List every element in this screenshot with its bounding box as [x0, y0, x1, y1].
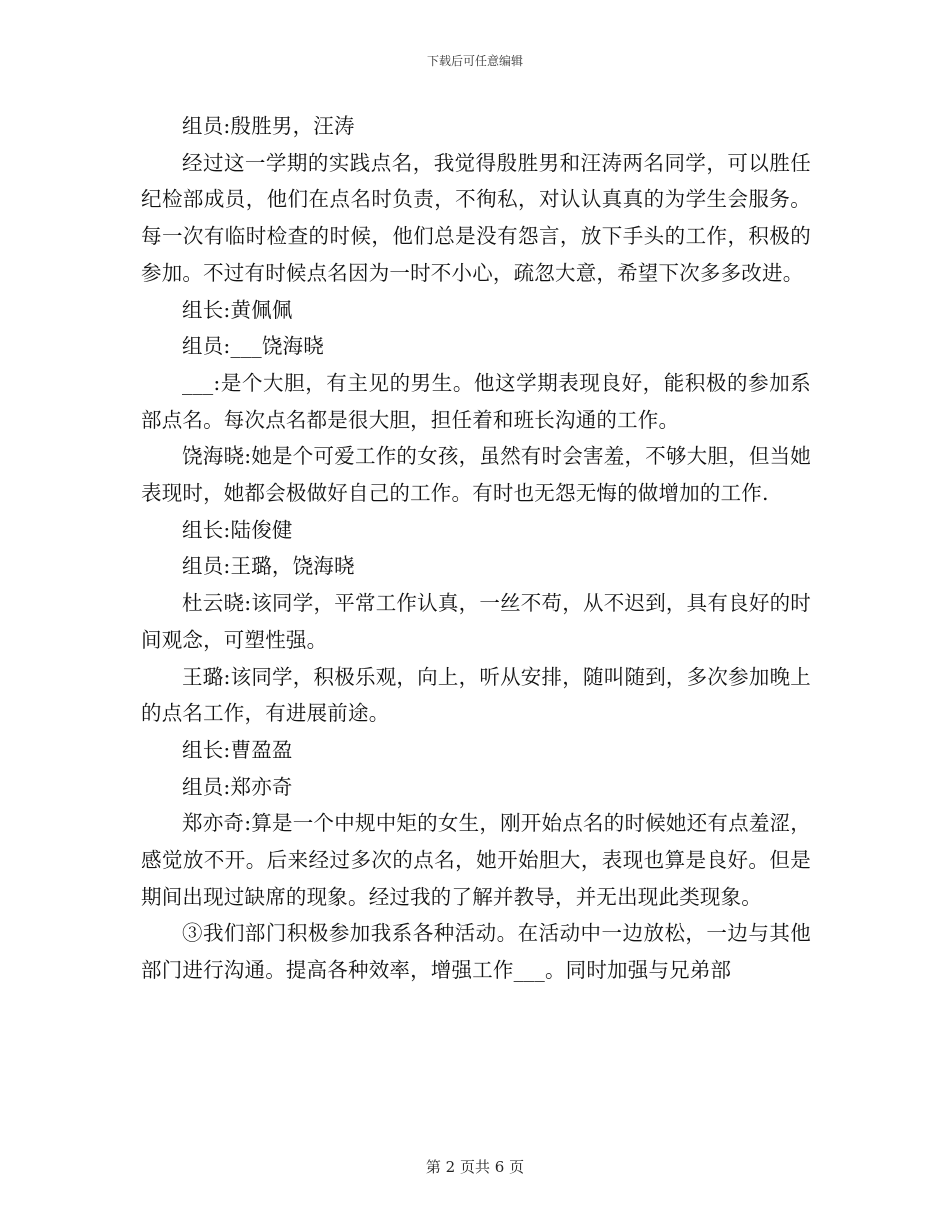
paragraph: 组员:王璐，饶海晓	[182, 554, 355, 579]
paragraph: ③我们部门积极参加我系各种活动。在活动中一边放松，一边与其他部门进行沟通。提高各种效率，增强工作___。同时加强与兄弟部	[141, 921, 811, 983]
page-footer: 第 2 页共 6 页	[425, 1158, 525, 1176]
paragraph: 组员:殷胜男，汪涛	[182, 114, 355, 138]
paragraph: 组员:___饶海晓	[182, 334, 324, 359]
paragraph: 组长:曹盈盈	[182, 737, 293, 762]
page-header: 下载后可任意编辑	[426, 54, 523, 68]
paragraph: 组长:陆俊健	[182, 517, 293, 542]
paragraph: 杜云晓:该同学，平常工作认真，一丝不苟，从不迟到，具有良好的时间观念，可塑性强。	[141, 591, 811, 652]
paragraph: 经过这一学期的实践点名，我觉得殷胜男和汪涛两名同学，可以胜任纪检部成员，他们在点名时负责，不徇私，对认认真真的为学生会服务。每一次有临时检查的时候，他们总是没有怨言，放下手头的工作，积极的参加。不过有时候点名因为一时不小心，疏忽大意，希望下次多多改进。	[141, 150, 811, 285]
paragraph: 组员:郑亦奇	[182, 774, 293, 799]
document-body	[141, 108, 811, 989]
paragraph: 王璐:该同学，积极乐观，向上，听从安排，随叫随到，多次参加晚上的点名工作，有进展前途。	[141, 664, 811, 726]
paragraph: 组长:黄佩佩	[182, 297, 293, 322]
paragraph: 饶海晓:她是个可爱工作的女孩，虽然有时会害羞，不够大胆，但当她表现时，她都会极做好自己的工作。有时也无怨无悔的做增加的工作.	[141, 444, 811, 506]
paragraph: ___:是个大胆，有主见的男生。他这学期表现良好，能积极的参加系部点名。每次点名都是很大胆，担任着和班长沟通的工作。	[141, 370, 811, 432]
paragraph: 郑亦奇:算是一个中规中矩的女生，刚开始点名的时候她还有点羞涩，感觉放不开。后来经过多次的点名，她开始胆大，表现也算是良好。但是期间出现过缺席的现象。经过我的了解并教导，并无出现此类现象。	[141, 811, 811, 909]
